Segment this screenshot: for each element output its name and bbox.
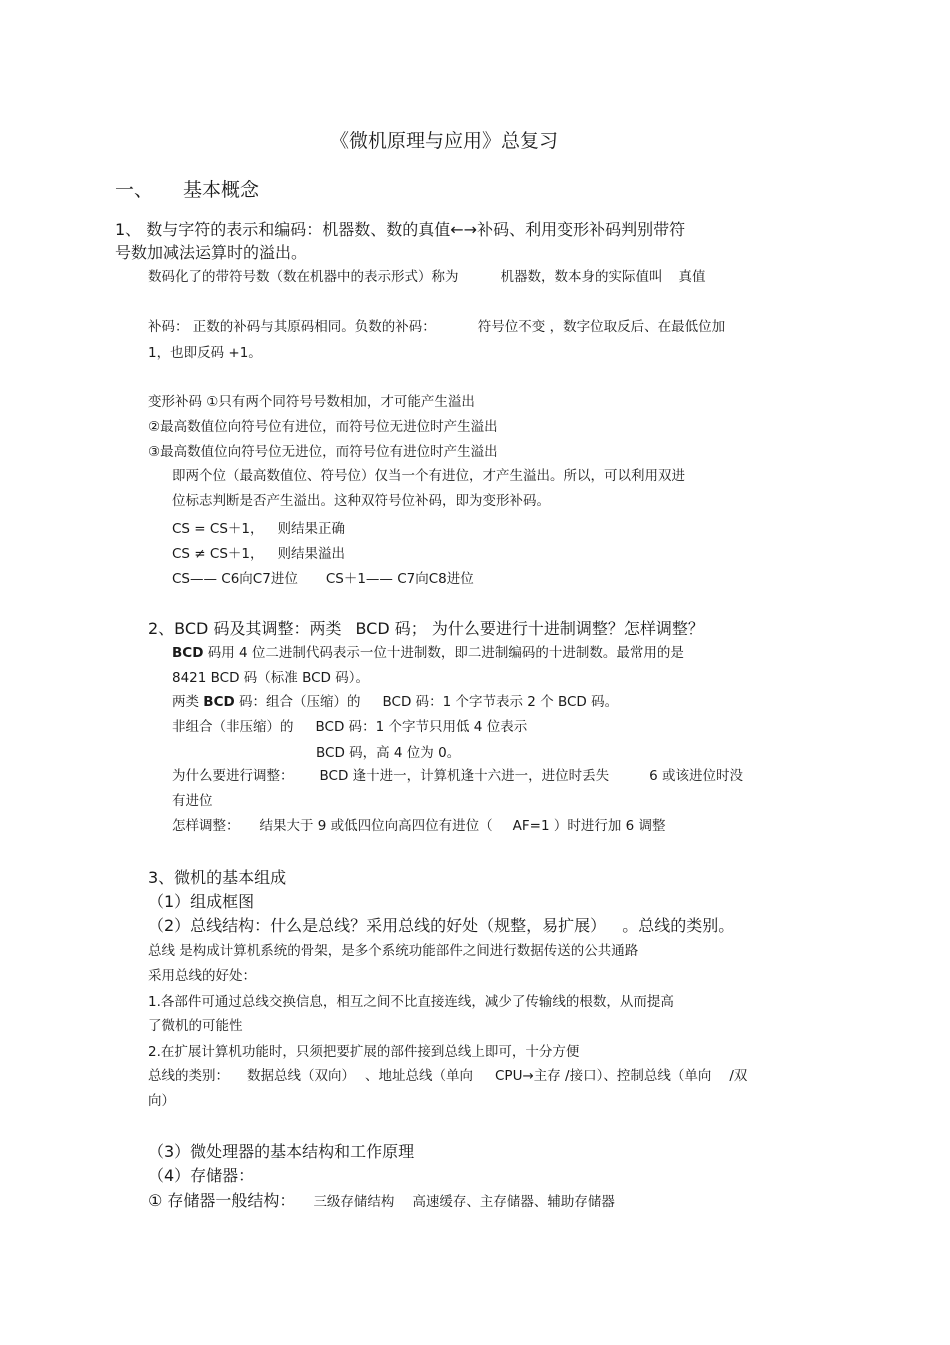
text-run: 两类: [172, 694, 204, 710]
text-run: 高速缓存、主存储器、辅助存储器: [412, 1194, 615, 1210]
section-number: 一、: [115, 179, 154, 201]
text-run: 怎样调整：: [172, 818, 240, 834]
text-run: 码：组合（压缩）的: [234, 694, 361, 710]
sub-item-heading: （1）组成框图: [148, 892, 255, 911]
text-run: 码用 4 位二进制代码表示一位十进制数，即二进制编码的十进制数。最常用的是: [203, 645, 684, 661]
paragraph: 采用总线的好处：: [148, 968, 256, 984]
paragraph: ②最高数值位向符号位有进位，而符号位无进位时产生溢出: [148, 419, 498, 435]
paragraph: [148, 271, 706, 285]
formula: CS＋1—— C7向C8进位: [325, 571, 474, 587]
paragraph: [148, 321, 725, 335]
text-run: BCD 码：1 个字节只用低 4 位表示: [315, 719, 528, 735]
text-run: 2、BCD 码及其调整：两类: [148, 619, 342, 638]
text-run: BCD 码：1 个字节表示 2 个 BCD 码。: [382, 694, 619, 710]
formula: CS = CS＋1，: [172, 521, 264, 537]
text-run: 数据总线（双向）: [247, 1068, 355, 1084]
text-run: 6 或该进位时没: [649, 768, 744, 784]
formula: CS ≠ CS＋1，: [172, 546, 264, 562]
text-run: BCD 逢十进一，计算机逢十六进一，进位时丢失: [319, 768, 610, 784]
formula-line: [172, 523, 345, 537]
text-run: 结果大于 9 或低四位向高四位有进位（: [259, 818, 493, 834]
paragraph: [172, 696, 618, 710]
subsection-heading-1: 1、 数与字符的表示和编码：机器数、数的真值←→补码、利用变形补码判别带符: [115, 220, 686, 239]
memory-structure-line: [148, 1193, 615, 1210]
text-run: 总线的类别：: [148, 1068, 229, 1084]
paragraph: 总线 是构成计算机系统的骨架，是多个系统功能部件之间进行数据传送的公共通路: [148, 943, 639, 959]
sub-item-heading: （4）存储器：: [148, 1166, 255, 1185]
subsection-heading-1-cont: 号数加减法运算时的溢出。: [115, 243, 308, 262]
paragraph: [172, 721, 527, 735]
paragraph: [172, 820, 666, 834]
text-run: 三级存储结构: [313, 1194, 395, 1210]
text-run: 补码： 正数的补码与其原码相同。负数的补码：: [148, 319, 436, 335]
bold-term: BCD: [203, 694, 235, 710]
text-run: 。总线的类别。: [622, 916, 735, 935]
sub-item-heading: [148, 918, 734, 934]
text-run: BCD 码； 为什么要进行十进制调整？怎样调整？: [355, 619, 704, 638]
text-run: 、地址总线（单向: [365, 1068, 473, 1084]
formula-line: [172, 573, 474, 587]
paragraph-cont: 1，也即反码 +1。: [148, 345, 262, 361]
paragraph-cont: 向）: [148, 1093, 175, 1109]
text-run: /双: [729, 1068, 748, 1084]
paragraph-cont: 有进位: [172, 793, 213, 809]
formula-line: [172, 548, 345, 562]
text-run: 非组合（非压缩）的: [172, 719, 294, 735]
text-run: （2）总线结构：什么是总线？采用总线的好处（规整，易扩展）: [148, 916, 607, 935]
paragraph-cont: 8421 BCD 码（标准 BCD 码）。: [172, 670, 369, 686]
text-run: 符号位不变 ，数字位取反后、在最低位加: [477, 319, 726, 335]
text-run: 真值: [678, 269, 706, 285]
section-title: 基本概念: [183, 179, 260, 201]
page-title: 《微机原理与应用》总复习: [330, 130, 559, 152]
paragraph: [148, 1070, 747, 1084]
bold-term: BCD: [172, 645, 204, 661]
text-run: ① 存储器一般结构：: [148, 1191, 296, 1210]
paragraph: 即两个位（最高数值位、符号位）仅当一个有进位，才产生溢出。所以，可以利用双进: [172, 468, 685, 484]
text-run: CPU→主存 /接口）、控制总线（单向: [495, 1068, 712, 1084]
subsection-heading-3: 3、微机的基本组成: [148, 868, 287, 887]
sub-item-heading: （3）微处理器的基本结构和工作原理: [148, 1142, 415, 1161]
paragraph: [172, 647, 684, 661]
subsection-heading-2: [148, 621, 704, 637]
paragraph: 1.各部件可通过总线交换信息，相互之间不比直接连线，减少了传输线的根数，从而提高: [148, 994, 674, 1010]
text-run: AF=1 ）时进行加 6 调整: [512, 818, 666, 834]
paragraph: 2.在扩展计算机功能时，只须把要扩展的部件接到总线上即可，十分方便: [148, 1044, 580, 1060]
text-run: 数码化了的带符号数（数在机器中的表示形式）称为: [148, 269, 459, 285]
paragraph: 变形补码 ①只有两个同符号号数相加，才可能产生溢出: [148, 394, 475, 410]
formula-result: 则结果溢出: [277, 546, 345, 562]
paragraph: [172, 770, 743, 784]
paragraph-cont: BCD 码，高 4 位为 0。: [316, 745, 461, 761]
paragraph-cont: 了微机的可能性: [148, 1018, 243, 1034]
formula-result: 则结果正确: [277, 521, 345, 537]
text-run: 为什么要进行调整：: [172, 768, 294, 784]
paragraph: ③最高数值位向符号位无进位，而符号位有进位时产生溢出: [148, 444, 498, 460]
paragraph: 位标志判断是否产生溢出。这种双符号位补码，即为变形补码。: [172, 493, 550, 509]
text-run: 机器数，数本身的实际值叫: [500, 269, 663, 285]
formula: CS—— C6向C7进位: [172, 571, 298, 587]
